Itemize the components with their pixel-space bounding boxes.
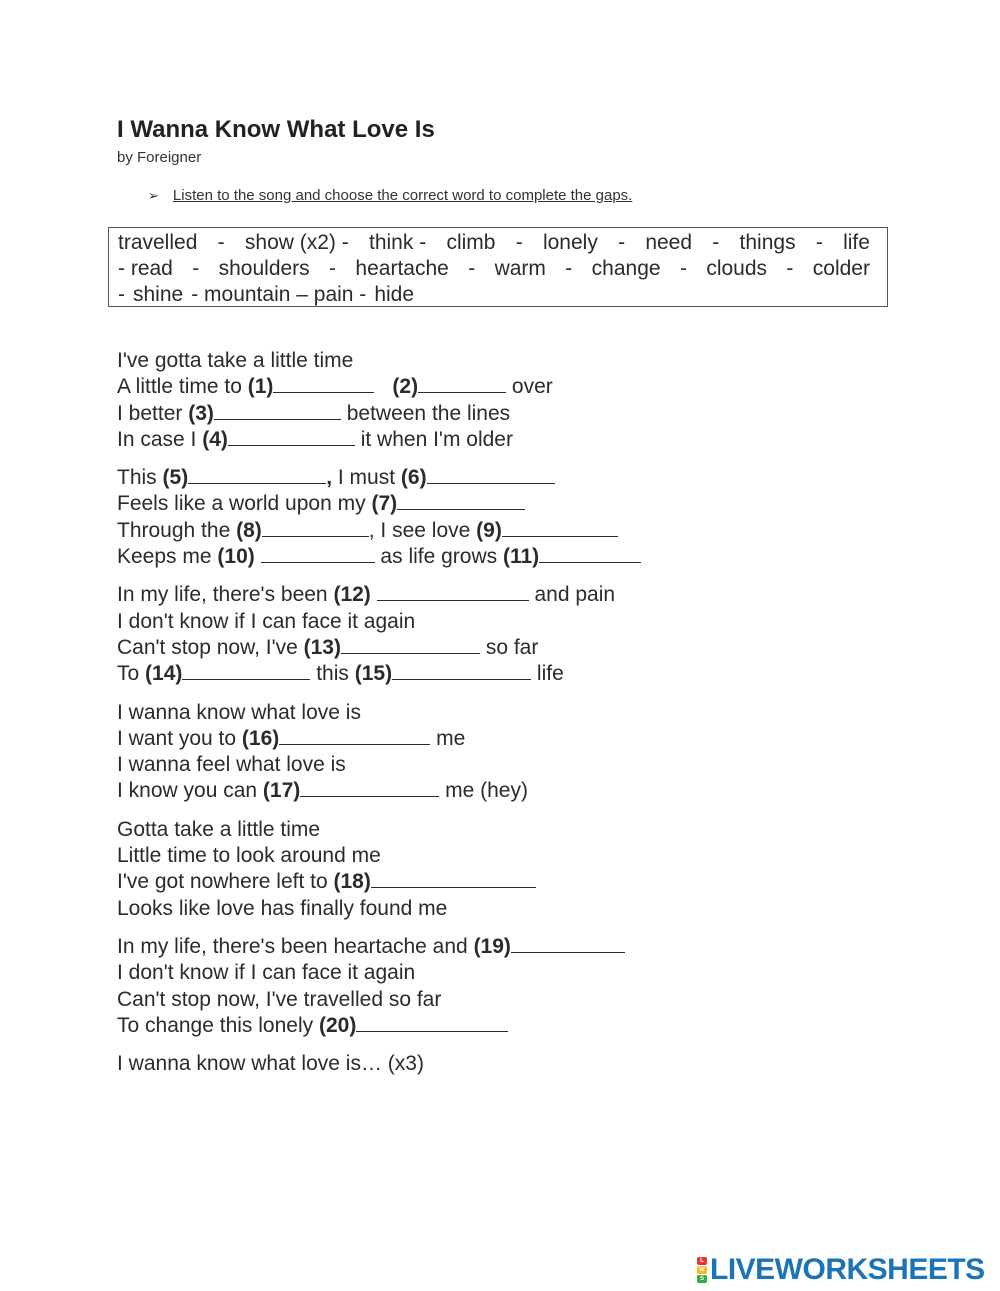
word-bank-separator: -	[786, 257, 794, 280]
lyric-text: This	[117, 466, 163, 490]
logo-text: LIVEWORKSHEETS	[710, 1253, 985, 1286]
lyric-line	[117, 817, 641, 843]
lyric-text: Can't stop now, I've	[117, 635, 304, 659]
instruction	[148, 187, 632, 204]
lyric-text: Through the	[117, 518, 237, 542]
word-bank-item: life	[843, 231, 870, 254]
gap-number: (5)	[162, 466, 189, 490]
gap-number: (2)	[392, 375, 419, 399]
gap-blank-12[interactable]	[377, 583, 529, 601]
gap-blank-9[interactable]	[502, 519, 618, 537]
word-bank-line	[118, 230, 870, 256]
gap-blank-15[interactable]	[392, 662, 531, 680]
gap-blank-6[interactable]	[427, 466, 555, 484]
word-bank-separator: -	[618, 231, 626, 254]
lyric-line	[117, 374, 641, 400]
lyric-line	[117, 544, 641, 570]
lyric-line	[117, 609, 641, 635]
gap-blank-14[interactable]	[182, 662, 310, 680]
lyric-text: Looks like love has finally found me	[117, 896, 448, 920]
word-bank-line	[118, 282, 870, 308]
logo-block: L	[697, 1257, 707, 1265]
stanza	[117, 582, 641, 687]
word-bank-item: change	[591, 257, 661, 280]
lyric-line	[117, 518, 641, 544]
lyric-text: To change this lonely	[117, 1013, 319, 1037]
song-artist: by Foreigner	[117, 149, 202, 166]
gap-blank-5[interactable]	[188, 466, 326, 484]
word-bank-line	[118, 256, 870, 282]
lyric-line	[117, 869, 641, 895]
word-bank-separator: -	[192, 257, 200, 280]
lyric-text: I don't know if I can face it again	[117, 961, 416, 985]
gap-blank-10[interactable]	[261, 545, 375, 563]
lyric-text: ,	[326, 466, 333, 490]
lyric-line	[117, 987, 641, 1013]
lyric-text: so far	[479, 635, 539, 659]
gap-blank-7[interactable]	[397, 492, 525, 510]
word-bank-item: climb	[446, 231, 496, 254]
lyric-line	[117, 1013, 641, 1039]
word-bank-separator: -	[217, 231, 225, 254]
stanza	[117, 934, 641, 1039]
gap-number: (3)	[188, 401, 214, 425]
lyric-line	[117, 465, 641, 491]
lyric-line	[117, 752, 641, 778]
gap-number: (20)	[318, 1013, 357, 1037]
lyric-line	[117, 348, 641, 374]
gap-number: (7)	[371, 492, 398, 516]
lyric-text: me (hey)	[439, 779, 528, 803]
word-bank-separator: -	[712, 231, 720, 254]
word-bank-item: heartache	[355, 257, 449, 280]
gap-blank-18[interactable]	[371, 870, 536, 888]
lyric-text: I've gotta take a little time	[117, 349, 354, 372]
arrow-bullet-icon: ➢	[148, 188, 159, 203]
word-bank-item: think -	[369, 231, 427, 254]
word-bank-separator: -	[679, 257, 687, 280]
lyric-text: I wanna know what love is… (x3)	[117, 1052, 424, 1076]
lyric-text: life	[531, 662, 564, 686]
logo-block: S	[697, 1275, 707, 1283]
word-bank-item: travelled	[118, 231, 198, 254]
lyric-text: me	[430, 726, 466, 750]
lyric-text: To	[117, 662, 146, 686]
lyric-line	[117, 1051, 641, 1077]
lyric-text: this	[310, 662, 355, 686]
word-bank-separator: -	[515, 231, 523, 254]
lyric-text: I've got nowhere left to	[117, 870, 334, 894]
lyrics	[117, 348, 641, 1089]
lyric-line	[117, 661, 641, 687]
lyric-line	[117, 700, 641, 726]
gap-number: (9)	[476, 518, 502, 542]
gap-blank-20[interactable]	[356, 1014, 508, 1032]
gap-blank-1[interactable]	[273, 375, 374, 393]
gap-number: (14)	[145, 662, 183, 686]
gap-number: (19)	[473, 934, 511, 958]
gap-number: (16)	[241, 726, 280, 750]
lyric-line	[117, 960, 641, 986]
word-bank-item: - read	[118, 257, 173, 280]
word-bank-item: warm	[494, 257, 546, 280]
gap-number: (15)	[354, 662, 393, 686]
lyric-text: Gotta take a little time	[117, 817, 321, 841]
lyric-text: In my life, there's been	[117, 583, 334, 607]
lyric-line	[117, 778, 641, 804]
gap-number: (1)	[247, 375, 274, 399]
word-bank-separator: -	[468, 257, 476, 280]
gap-number: (10)	[217, 545, 255, 569]
gap-number: (18)	[333, 870, 371, 894]
lyric-text: I know you can	[117, 779, 263, 803]
lyric-text: as life grows	[374, 545, 503, 569]
gap-blank-2[interactable]	[418, 375, 506, 393]
instruction-text: Listen to the song and choose the correct word to complete the gaps.	[172, 187, 633, 204]
gap-number: (17)	[262, 779, 301, 803]
lyric-line	[117, 582, 641, 608]
gap-number: (11)	[502, 545, 540, 569]
lyric-text: over	[506, 375, 553, 399]
lyric-line	[117, 934, 641, 960]
word-bank	[108, 227, 888, 307]
lyric-line	[117, 896, 641, 922]
lyric-text: In my life, there's been heartache and	[117, 934, 474, 958]
liveworksheets-logo	[697, 1253, 985, 1287]
lyric-text: I wanna feel what love is	[117, 753, 346, 777]
stanza	[117, 817, 641, 922]
word-bank-item: things	[739, 231, 796, 254]
worksheet-title: I Wanna Know What Love Is	[117, 116, 435, 143]
gap-number: (4)	[202, 427, 228, 451]
gap-number: (13)	[303, 635, 341, 659]
word-bank-item: show (x2) -	[244, 231, 349, 254]
stanza	[117, 348, 641, 453]
word-bank-item: hide	[374, 283, 415, 306]
gap-number: (12)	[333, 583, 371, 607]
gap-number: (8)	[236, 518, 262, 542]
lyric-line	[117, 427, 641, 453]
gap-number: (6)	[400, 466, 427, 490]
lyric-text: Can't stop now, I've travelled so far	[117, 987, 442, 1011]
lyric-text: I want you to	[117, 726, 242, 750]
lyric-line	[117, 491, 641, 517]
lyric-text: In case I	[117, 427, 203, 451]
word-bank-item: need	[645, 231, 693, 254]
word-bank-item: clouds	[706, 257, 768, 280]
lyric-text: Keeps me	[117, 545, 218, 569]
lyric-text: A little time to	[117, 375, 248, 399]
gap-blank-3[interactable]	[214, 402, 341, 420]
lyric-line	[117, 726, 641, 752]
gap-blank-13[interactable]	[341, 636, 480, 654]
gap-blank-8[interactable]	[262, 519, 369, 537]
word-bank-separator: -	[815, 231, 823, 254]
gap-blank-11[interactable]	[539, 545, 641, 563]
word-bank-item: - mountain – pain -	[191, 283, 367, 306]
lyric-text: Little time to look around me	[117, 844, 381, 868]
word-bank-separator: -	[329, 257, 337, 280]
logo-block: W	[697, 1266, 707, 1274]
lyric-line	[117, 635, 641, 661]
lyric-line	[117, 401, 641, 427]
logo-blocks-icon	[697, 1257, 707, 1283]
word-bank-separator: -	[118, 283, 125, 306]
word-bank-item: colder	[812, 257, 870, 280]
lyric-text: , I see love	[368, 518, 477, 542]
word-bank-item: shoulders	[218, 257, 310, 280]
word-bank-item: shine	[133, 283, 184, 306]
lyric-text: I wanna know what love is	[117, 700, 361, 724]
lyric-text: I better	[117, 401, 189, 425]
gap-blank-4[interactable]	[228, 428, 355, 446]
lyric-text: Feels like a world upon my	[117, 492, 372, 516]
stanza	[117, 1051, 641, 1077]
lyric-line	[117, 843, 641, 869]
stanza	[117, 700, 641, 805]
lyric-text: I don't know if I can face it again	[117, 609, 416, 633]
lyric-text: I must	[332, 466, 401, 490]
lyric-text: it when I'm older	[354, 427, 513, 451]
word-bank-separator: -	[565, 257, 573, 280]
lyric-text: between the lines	[340, 401, 511, 425]
word-bank-item: lonely	[542, 231, 598, 254]
gap-blank-16[interactable]	[279, 727, 430, 745]
lyric-text: and pain	[528, 583, 616, 607]
gap-blank-19[interactable]	[511, 935, 625, 953]
gap-blank-17[interactable]	[300, 779, 439, 797]
stanza	[117, 465, 641, 570]
